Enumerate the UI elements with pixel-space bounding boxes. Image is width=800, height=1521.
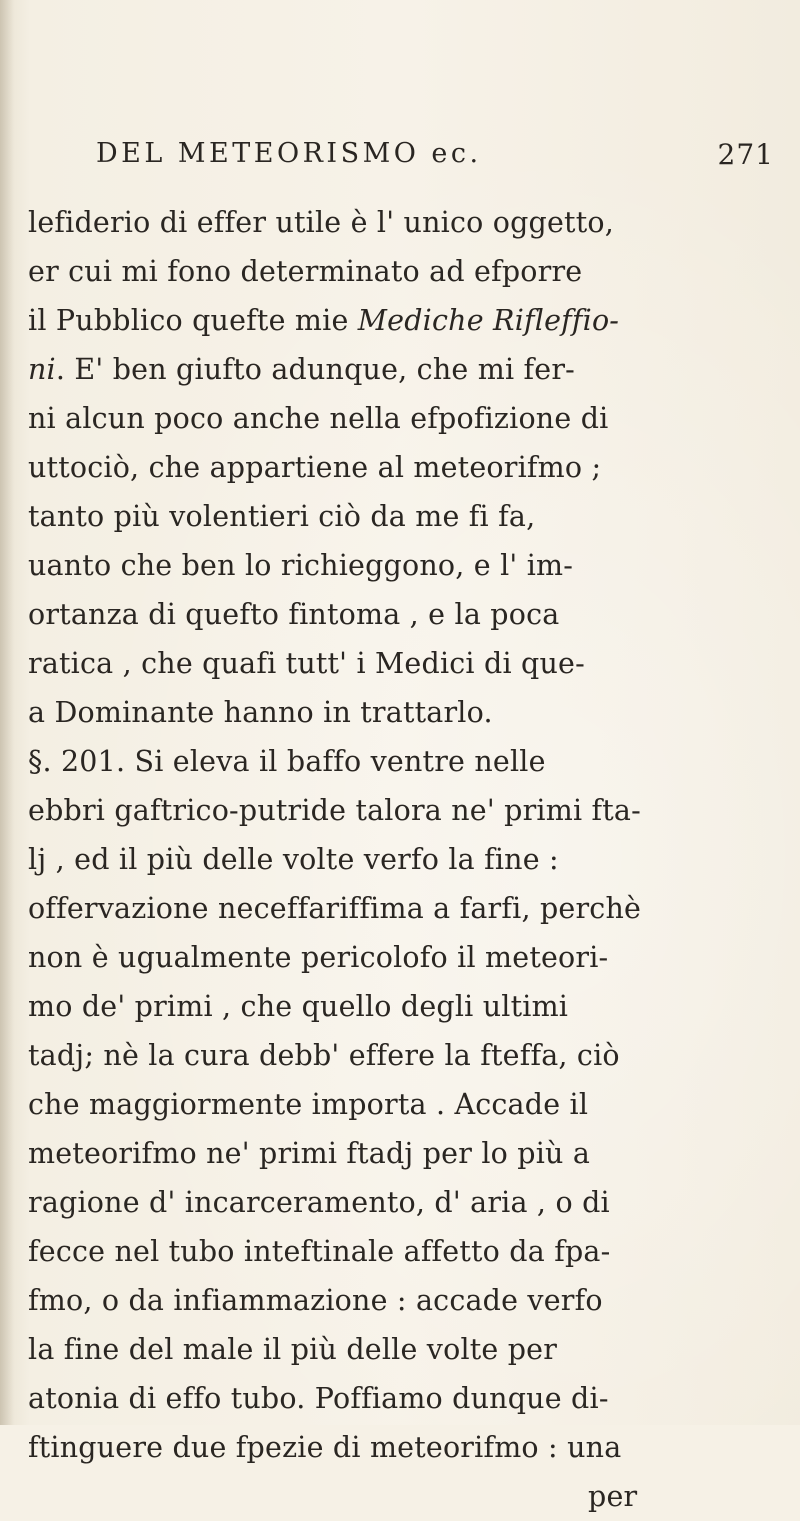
italic-title: Mediche Rifleffio-: [357, 304, 620, 337]
text-line-25: atonia di effo tubo. Poffiamo dunque di-: [28, 1382, 609, 1415]
running-title: DEL METEORISMO ec.: [96, 138, 482, 169]
text-line-13: ebbri gaftrico-putride talora ne' primi fta-: [28, 794, 641, 827]
text-line-22: fecce nel tubo inteftinale affetto da fpa-: [28, 1235, 611, 1268]
text-line-3: il Pubblico quefte mie Mediche Rifleffio-: [28, 304, 620, 337]
text-line-11: a Dominante hanno in trattarlo.: [28, 696, 493, 729]
text-line-24: la fine del male il più delle volte per: [28, 1333, 558, 1366]
page-number: 271: [717, 138, 774, 171]
running-head: [96, 138, 786, 178]
text-line-20: meteorifmo ne' primi ftadj per lo più a: [28, 1137, 591, 1170]
text-line-10: ratica , che quafi tutt' i Medici di que-: [28, 647, 585, 680]
text-line-4: ni. E' ben giufto adunque, che mi fer-: [28, 353, 575, 386]
text-line-8: uanto che ben lo richieggono, e l' im-: [28, 549, 574, 582]
text-line-7: tanto più volentieri ciò da me fi fa,: [28, 500, 536, 533]
italic-title-continued: ni: [28, 353, 56, 386]
text-line-12: §. 201. Si eleva il baffo ventre nelle: [28, 745, 546, 778]
text-line-9: ortanza di quefto fintoma , e la poca: [28, 598, 560, 631]
text-line-19: che maggiormente importa . Accade il: [28, 1088, 589, 1121]
text-line-1: lefiderio di effer utile è l' unico oggetto,: [28, 206, 614, 239]
text-line-18: tadj; nè la cura debb' effere la fteffa, ciò: [28, 1039, 620, 1072]
text-line-26: ftinguere due fpezie di meteorifmo : una: [28, 1431, 622, 1464]
catchword: per: [588, 1480, 638, 1513]
text-line-15: offervazione neceffariffima a farfi, perchè: [28, 892, 642, 925]
text-line-16: non è ugualmente pericolofo il meteori-: [28, 941, 609, 974]
gutter-shadow: [0, 0, 14, 1425]
text-line-2: er cui mi fono determinato ad efporre: [28, 255, 583, 288]
text-line-23: fmo, o da infiammazione : accade verfo: [28, 1284, 603, 1317]
text-line-6: uttociò, che appartiene al meteorifmo ;: [28, 451, 602, 484]
text-line-17: mo de' primi , che quello degli ultimi: [28, 990, 569, 1023]
text-line-14: lj , ed il più delle volte verfo la fine :: [28, 843, 559, 876]
body-text: [28, 198, 783, 1521]
text-line-5: ni alcun poco anche nella efpofizione di: [28, 402, 609, 435]
text-line-21: ragione d' incarceramento, d' aria , o di: [28, 1186, 610, 1219]
